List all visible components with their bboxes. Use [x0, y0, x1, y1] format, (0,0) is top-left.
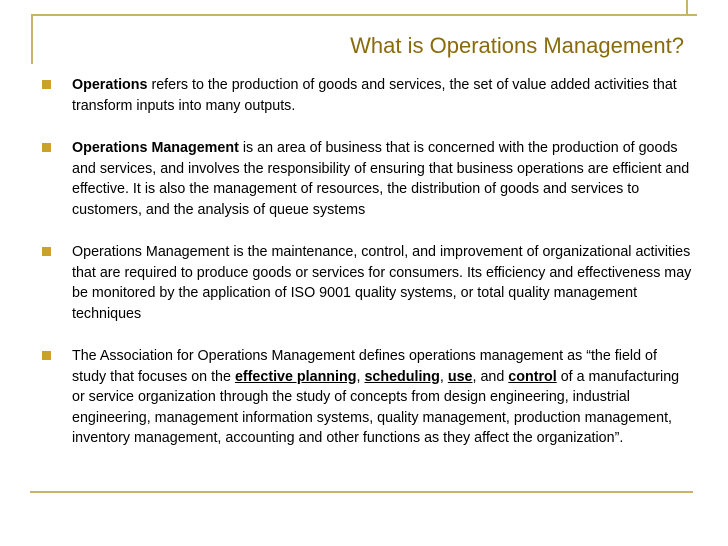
bullet-operations [42, 75, 692, 116]
slide-title: What is Operations Management? [350, 33, 684, 58]
square-bullet-icon [42, 351, 51, 360]
bullet-text: is an area of business that is concerned with the production of goods and services, and involves the responsibility of ensuring that business operations are efficient and effective. It is also the management of resources, the distribution of goods and services to customers, and the analysis of queue systems [72, 140, 690, 218]
square-bullet-icon [42, 143, 51, 152]
bullet-list [42, 75, 692, 471]
bullet-text: of a manufacturing or service organization through the study of concepts from design engineering, industrial engineering, management information systems, quality management, production management, inventory management, accounting and other functions as they affect the organization”. [72, 368, 680, 446]
bullet-text: refers to the production of goods and services, the set of value added activities that transform inputs into many outputs. [72, 77, 677, 114]
bullet-association-definition [42, 346, 692, 449]
term-operations-management: Operations Management [72, 140, 239, 156]
frame-left-rule [31, 14, 33, 64]
term-control: control [508, 368, 557, 385]
term-operations: Operations [72, 77, 148, 93]
frame-bottom-rule [30, 491, 693, 493]
separator: , [356, 368, 365, 385]
term-use: use [447, 368, 473, 385]
term-effective-planning: effective planning [234, 368, 357, 385]
bullet-operations-management [42, 138, 692, 220]
square-bullet-icon [42, 247, 51, 256]
term-scheduling: scheduling [364, 368, 440, 385]
bullet-text: The Association for Operations Management defines operations management as “the field of study that focuses on the [72, 348, 657, 385]
bullet-maintenance [42, 242, 692, 324]
separator: , and [472, 368, 509, 385]
square-bullet-icon [42, 80, 51, 89]
frame-right-rule [686, 0, 688, 14]
bullet-text: Operations Management is the maintenance, control, and improvement of organizational activities that are required to produce goods or services for consumers. Its efficiency and effectiveness may be monitored by the application of ISO 9001 quality systems, or total quality management techniques [72, 244, 692, 322]
frame-top-rule [31, 14, 697, 16]
separator: , [439, 368, 448, 385]
